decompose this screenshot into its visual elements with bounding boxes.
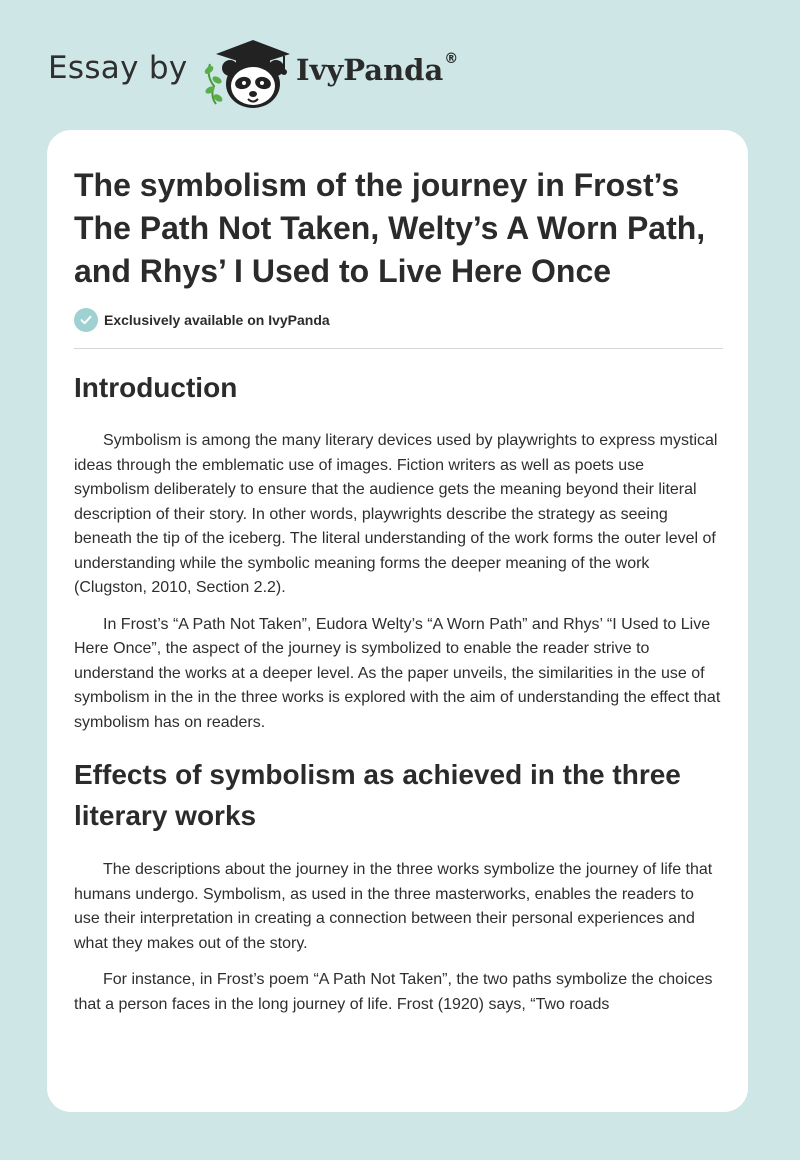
brand-name[interactable]	[296, 53, 458, 87]
paragraph: For instance, in Frost’s poem “A Path Not Taken”, the two paths symbolize the choices that a person faces in the long journey of life. Frost (1920) says, “Two roads	[74, 971, 713, 1013]
exclusive-label: Exclusively available on IvyPanda	[104, 312, 330, 328]
paragraph: The descriptions about the journey in the three works symbolize the journey of life that humans undergo. Symbolism, as used in the three masterworks, enables the readers to use their interpretation in creating a connection between their personal experiences and what they makes out of the story.	[74, 861, 713, 952]
site-header	[48, 34, 548, 110]
paragraph: In Frost’s “A Path Not Taken”, Eudora Welty’s “A Worn Path” and Rhys’ “I Used to Live Here Once”, the aspect of the journey is symbolized to enable the reader strive to understand the works at a deeper level. As the paper unveils, the similarities in the use of symbolism in the in the three works is explored with the aim of understanding the effect that symbolism has on readers.	[74, 615, 721, 731]
exclusive-badge	[74, 307, 724, 333]
panda-graduate-icon[interactable]	[200, 34, 296, 110]
essay-title: The symbolism of the journey in Frost’s The Path Not Taken, Welty’s A Worn Path, and Rhys’ I Used to Live Here Once	[74, 167, 706, 289]
section-heading-introduction: Introduction	[74, 372, 238, 403]
essay-content	[74, 164, 724, 1017]
brand-text: IvyPanda	[296, 53, 444, 87]
divider	[74, 348, 723, 349]
paragraph: Symbolism is among the many literary devices used by playwrights to express mystical ideas through the emblematic use of images. Fiction writers as well as poets use symbolism deliberately to ensure that the audience gets the meaning beyond their literal description of their story. In other words, playwrights describe the strategy as seeing beneath the tip of the iceberg. The literal understanding of the work forms the outer level of understanding while the symbolic meaning forms the deeper meaning of the work (Clugston, 2010, Section 2.2).	[74, 432, 718, 596]
section-heading-effects: Effects of symbolism as achieved in the three literary works	[74, 759, 681, 831]
essay-card	[47, 130, 748, 1112]
essay-by-label: Essay by	[48, 50, 188, 86]
registered-mark: ®	[444, 51, 459, 68]
check-circle-icon	[74, 308, 98, 332]
